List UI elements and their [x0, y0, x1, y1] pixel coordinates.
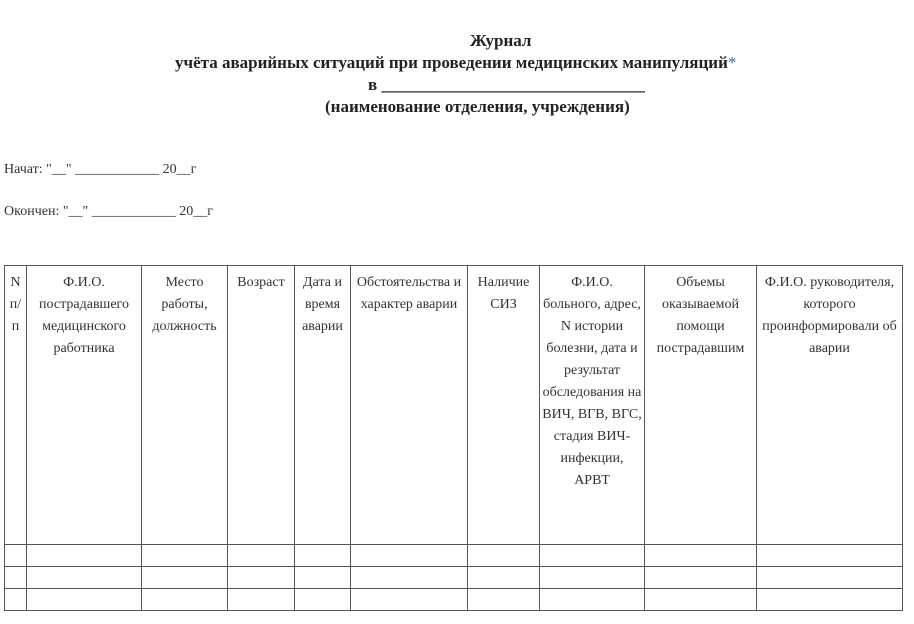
subtitle-text: учёта аварийных ситуаций при проведении медицинских манипуляций	[175, 53, 728, 72]
table-cell	[757, 545, 903, 567]
table-cell	[468, 589, 540, 611]
table-row	[5, 567, 903, 589]
table-cell	[645, 589, 757, 611]
table-cell	[27, 589, 142, 611]
table-cell	[228, 545, 295, 567]
table-row	[5, 545, 903, 567]
header-cell: N п/п	[5, 266, 27, 545]
header-cell: Ф.И.О. руководителя, которого проинформировали об аварии	[757, 266, 903, 545]
header-cell: Место работы, должность	[142, 266, 228, 545]
table-row	[5, 589, 903, 611]
table-cell	[5, 567, 27, 589]
journal-table	[4, 265, 903, 611]
table-header-row	[5, 266, 903, 545]
table-cell	[228, 567, 295, 589]
table-cell	[295, 567, 351, 589]
table-cell	[468, 545, 540, 567]
table-cell	[142, 545, 228, 567]
table-cell	[540, 567, 645, 589]
footnote-asterisk[interactable]: *	[727, 53, 737, 72]
header-cell: Дата и время аварии	[295, 266, 351, 545]
department-caption: (наименование отделения, учреждения)	[325, 97, 630, 116]
header-cell: Обстоятельства и характер аварии	[351, 266, 468, 545]
table-cell	[228, 589, 295, 611]
header-cell: Ф.И.О. пострадавшего медицинского работника	[27, 266, 142, 545]
table-cell	[645, 567, 757, 589]
table-cell	[540, 589, 645, 611]
table-cell	[351, 545, 468, 567]
table-cell	[5, 545, 27, 567]
header-cell: Возраст	[228, 266, 295, 545]
header-cell: Объемы оказываемой помощи пострадавшим	[645, 266, 757, 545]
journal-title: Журнал	[470, 31, 532, 50]
table-cell	[142, 589, 228, 611]
table-cell	[5, 589, 27, 611]
journal-subtitle	[175, 52, 736, 74]
table-cell	[27, 545, 142, 567]
table-cell	[468, 567, 540, 589]
header-cell: Наличие СИЗ	[468, 266, 540, 545]
table-cell	[295, 589, 351, 611]
started-date: Начат: "__" ____________ 20__г	[4, 162, 197, 177]
table-cell	[351, 567, 468, 589]
table-cell	[295, 545, 351, 567]
table-cell	[27, 567, 142, 589]
table-cell	[757, 567, 903, 589]
table-cell	[757, 589, 903, 611]
table-cell	[142, 567, 228, 589]
table-cell	[351, 589, 468, 611]
finished-date: Окончен: "__" ____________ 20__г	[4, 204, 214, 219]
table-cell	[645, 545, 757, 567]
table-cell	[540, 545, 645, 567]
department-blank-line: в _______________________________	[368, 75, 645, 94]
header-cell: Ф.И.О. больного, адрес, N истории болезни, дата и результат обследования на ВИЧ, ВГВ, ВГС, стадия ВИЧ-инфекции, АРВТ	[540, 266, 645, 545]
